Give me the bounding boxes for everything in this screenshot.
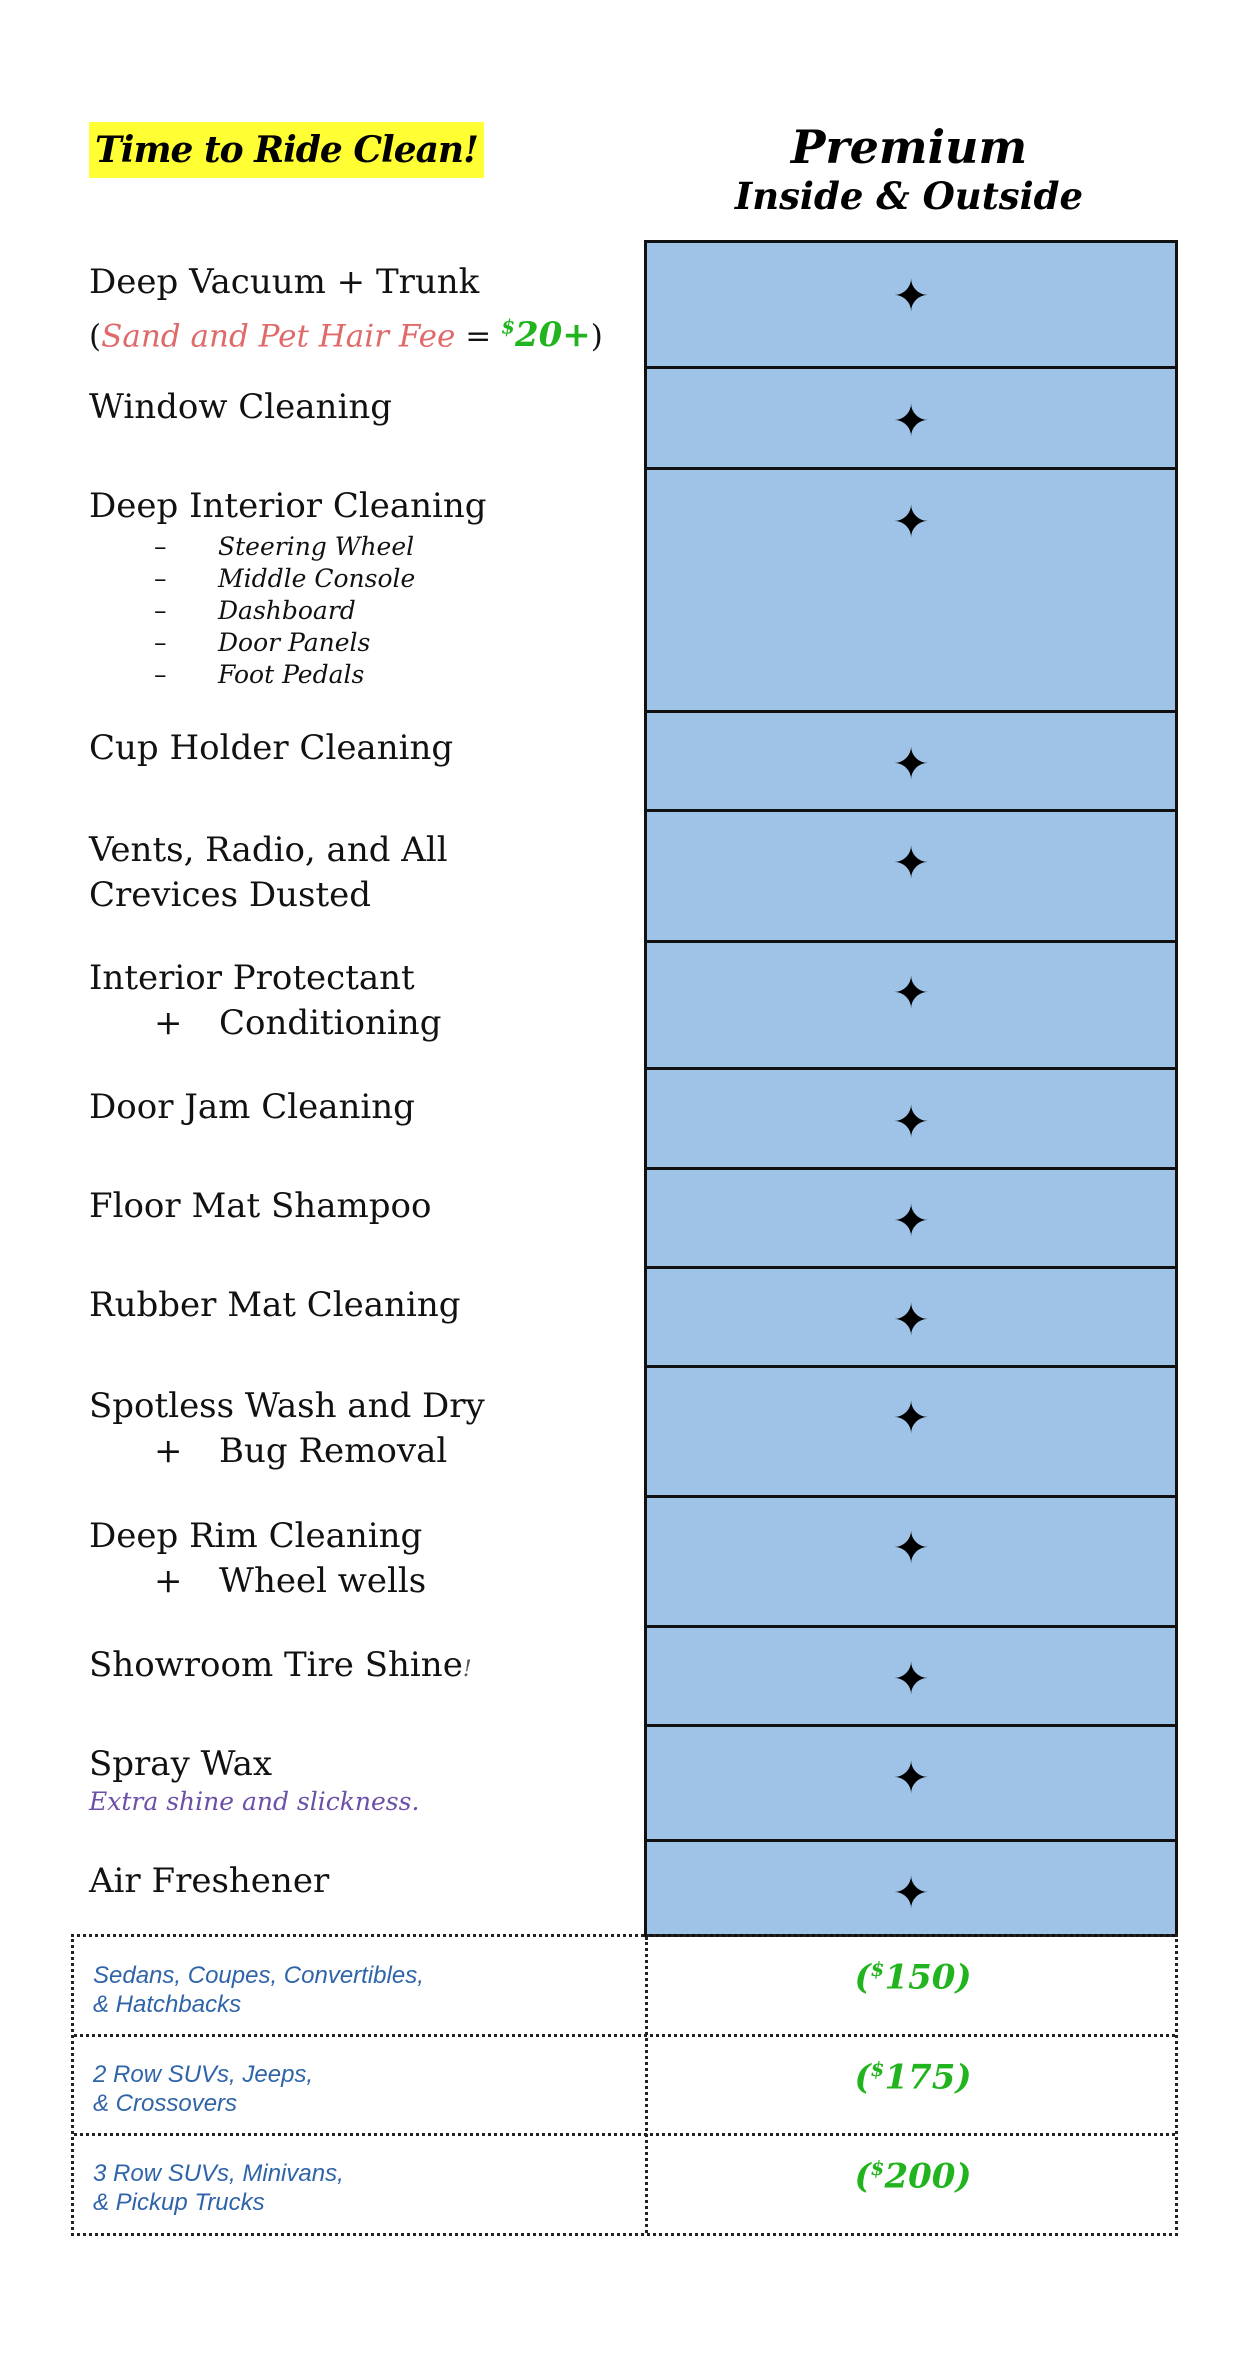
- service-name: Window Cleaning: [89, 387, 392, 427]
- star-icon: ✦: [892, 1753, 930, 1804]
- price-label: ($150): [854, 1957, 972, 1998]
- star-icon: ✦: [892, 1295, 930, 1346]
- service-name: Vents, Radio, and All: [89, 830, 448, 870]
- service-deep-interior: [89, 484, 629, 691]
- star-icon: ✦: [892, 271, 930, 322]
- service-name: Showroom Tire Shine: [89, 1645, 463, 1685]
- service-vents: [89, 828, 629, 918]
- service-note: Extra shine and slickness.: [89, 1787, 420, 1816]
- service-name: Rubber Mat Cleaning: [89, 1285, 461, 1325]
- included-cell: [644, 1266, 1178, 1368]
- list-item: – Middle Console: [89, 563, 629, 595]
- service-name-line2: Crevices Dusted: [89, 875, 372, 915]
- service-name-line2: Bug Removal: [219, 1431, 448, 1471]
- star-icon: ✦: [892, 497, 930, 548]
- service-name-line2: Conditioning: [219, 1003, 442, 1043]
- service-name-line2: Wheel wells: [219, 1561, 427, 1601]
- service-air-freshener: [89, 1859, 629, 1904]
- list-item: – Dashboard: [89, 595, 629, 627]
- included-cell: [644, 809, 1178, 943]
- included-cell: [644, 710, 1178, 812]
- included-cell: [644, 1839, 1178, 1937]
- fee-label: Sand and Pet Hair Fee: [101, 318, 456, 355]
- service-name: Deep Rim Cleaning: [89, 1516, 423, 1556]
- service-rubber-mat: [89, 1283, 629, 1328]
- included-cell: [644, 940, 1178, 1070]
- plus-sign: +: [154, 1431, 183, 1471]
- service-name: Interior Protectant: [89, 958, 415, 998]
- pricing-table: [71, 1934, 1178, 2236]
- star-icon: ✦: [892, 838, 930, 889]
- row-divider: [74, 2133, 1175, 2136]
- included-cell: [644, 1495, 1178, 1628]
- star-icon: ✦: [892, 1868, 930, 1919]
- included-cell: [644, 1365, 1178, 1498]
- package-name: Premium: [790, 120, 1028, 174]
- included-cell: [644, 1724, 1178, 1842]
- service-spotless-wash: [89, 1384, 629, 1474]
- vehicle-class-label: Sedans, Coupes, Convertibles, & Hatchbacks: [93, 1962, 424, 2018]
- star-icon: ✦: [892, 1523, 930, 1574]
- plus-sign: +: [154, 1561, 183, 1601]
- included-cell: [644, 1625, 1178, 1727]
- star-icon: ✦: [892, 396, 930, 447]
- star-icon: ✦: [892, 1196, 930, 1247]
- price-label: ($200): [854, 2156, 972, 2197]
- service-tire-shine: [89, 1643, 629, 1692]
- price-label: ($175): [854, 2057, 972, 2098]
- star-icon: ✦: [892, 1654, 930, 1705]
- exclamation-mark: !: [462, 1657, 472, 1682]
- fee-amount: $20+: [501, 315, 591, 356]
- star-icon: ✦: [892, 968, 930, 1019]
- tagline: Time to Ride Clean!: [89, 122, 484, 178]
- service-name: Air Freshener: [89, 1861, 330, 1901]
- star-icon: ✦: [892, 1097, 930, 1148]
- included-cell: [644, 240, 1178, 369]
- included-cell: [644, 1067, 1178, 1170]
- star-icon: ✦: [892, 1393, 930, 1444]
- service-spray-wax: [89, 1742, 629, 1817]
- service-cup-holder: [89, 726, 629, 771]
- service-name: Spotless Wash and Dry: [89, 1386, 485, 1426]
- service-window-cleaning: [89, 385, 629, 430]
- vehicle-class-label: 3 Row SUVs, Minivans, & Pickup Trucks: [93, 2160, 344, 2216]
- included-cell: [644, 366, 1178, 470]
- service-interior-protectant: [89, 956, 629, 1046]
- list-item: – Door Panels: [89, 627, 629, 659]
- service-deep-vacuum: [89, 260, 629, 359]
- service-floor-mat: [89, 1184, 629, 1229]
- included-cell: [644, 467, 1178, 713]
- star-icon: ✦: [892, 739, 930, 790]
- service-name: Floor Mat Shampoo: [89, 1186, 432, 1226]
- service-door-jam: [89, 1085, 629, 1130]
- service-name: Spray Wax: [89, 1744, 273, 1784]
- included-cell: [644, 1167, 1178, 1269]
- row-divider: [74, 2034, 1175, 2037]
- service-name: Cup Holder Cleaning: [89, 728, 454, 768]
- fee-note: (Sand and Pet Hair Fee = $20+): [89, 315, 603, 356]
- interior-items-list: [89, 531, 629, 691]
- plus-sign: +: [154, 1003, 183, 1043]
- list-item: – Foot Pedals: [89, 659, 629, 691]
- service-name: Deep Interior Cleaning: [89, 486, 487, 526]
- package-subtitle: Inside & Outside: [734, 174, 1084, 218]
- service-name: Deep Vacuum + Trunk: [89, 262, 480, 302]
- list-item: – Steering Wheel: [89, 531, 629, 563]
- service-deep-rim: [89, 1514, 629, 1604]
- service-name: Door Jam Cleaning: [89, 1087, 415, 1127]
- vehicle-class-label: 2 Row SUVs, Jeeps, & Crossovers: [93, 2061, 314, 2117]
